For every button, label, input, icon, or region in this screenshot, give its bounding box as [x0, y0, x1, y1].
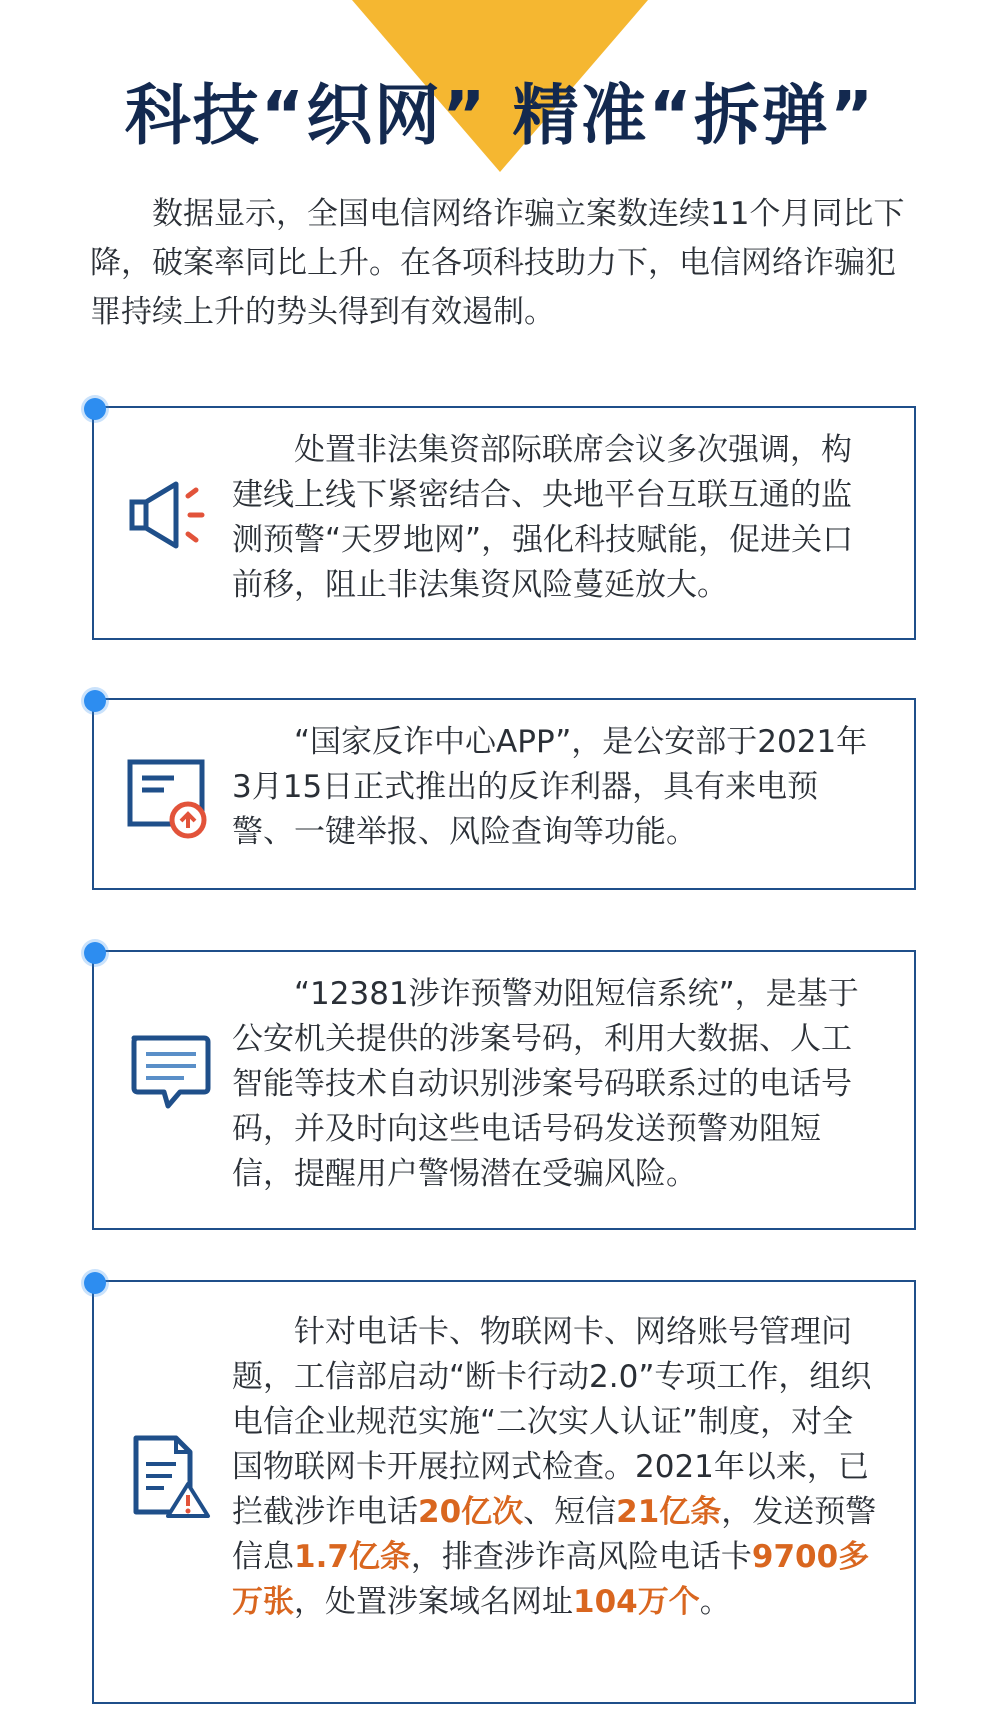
card-marker-dot [84, 1272, 106, 1294]
info-card-4 [92, 1280, 916, 1704]
document-warning-icon [124, 1432, 214, 1522]
card-marker-dot [84, 942, 106, 964]
info-card-1 [92, 406, 916, 640]
intro-paragraph: 数据显示，全国电信网络诈骗立案数连续11个月同比下降，破案率同比上升。在各项科技助力下，电信网络诈骗犯罪持续上升的势头得到有效遏制。 [90, 196, 905, 330]
info-card-2 [92, 698, 916, 890]
card-text: “国家反诈中心APP”，是公安部于2021年3月15日正式推出的反诈利器，具有来电预警、一键举报、风险查询等功能。 [232, 724, 868, 850]
stat-calls-blocked: 20亿次 [418, 1494, 524, 1530]
page-title: 科技“织网” 精准“拆弹” [124, 77, 876, 154]
card-text: 针对电话卡、物联网卡、网络账号管理问题，工信部启动“断卡行动2.0”专项工作，组织电信企业规范实施“二次实人认证”制度，对全国物联网卡开展拉网式检查。2021年以来，已拦截涉诈电话20亿次、短信21亿条，发送预警信息1.7亿条，排查涉诈高风险电话卡9700多万张，处置涉案域名网址104万个。 [232, 1314, 877, 1620]
card-text: 处置非法集资部际联席会议多次强调，构建线上线下紧密结合、央地平台互联互通的监测预警“天罗地网”，强化科技赋能，促进关口前移，阻止非法集资风险蔓延放大。 [232, 432, 854, 603]
stat-sim-cards-checked: 9700多万张 [232, 1539, 870, 1620]
stat-sms-blocked: 21亿条 [616, 1494, 722, 1530]
stat-domains-handled: 104万个 [573, 1584, 700, 1620]
card-marker-dot [84, 398, 106, 420]
app-window-icon [124, 754, 214, 844]
message-bubble-icon [124, 1030, 214, 1120]
megaphone-icon [124, 472, 214, 562]
card-text: “12381涉诈预警劝阻短信系统”，是基于公安机关提供的涉案号码，利用大数据、人工智能等技术自动识别涉案号码联系过的电话号码，并及时向这些电话号码发送预警劝阻短信，提醒用户警惕潜在受骗风险。 [232, 976, 859, 1192]
info-card-3 [92, 950, 916, 1230]
card-marker-dot [84, 690, 106, 712]
stat-warnings-sent: 1.7亿条 [294, 1539, 411, 1575]
